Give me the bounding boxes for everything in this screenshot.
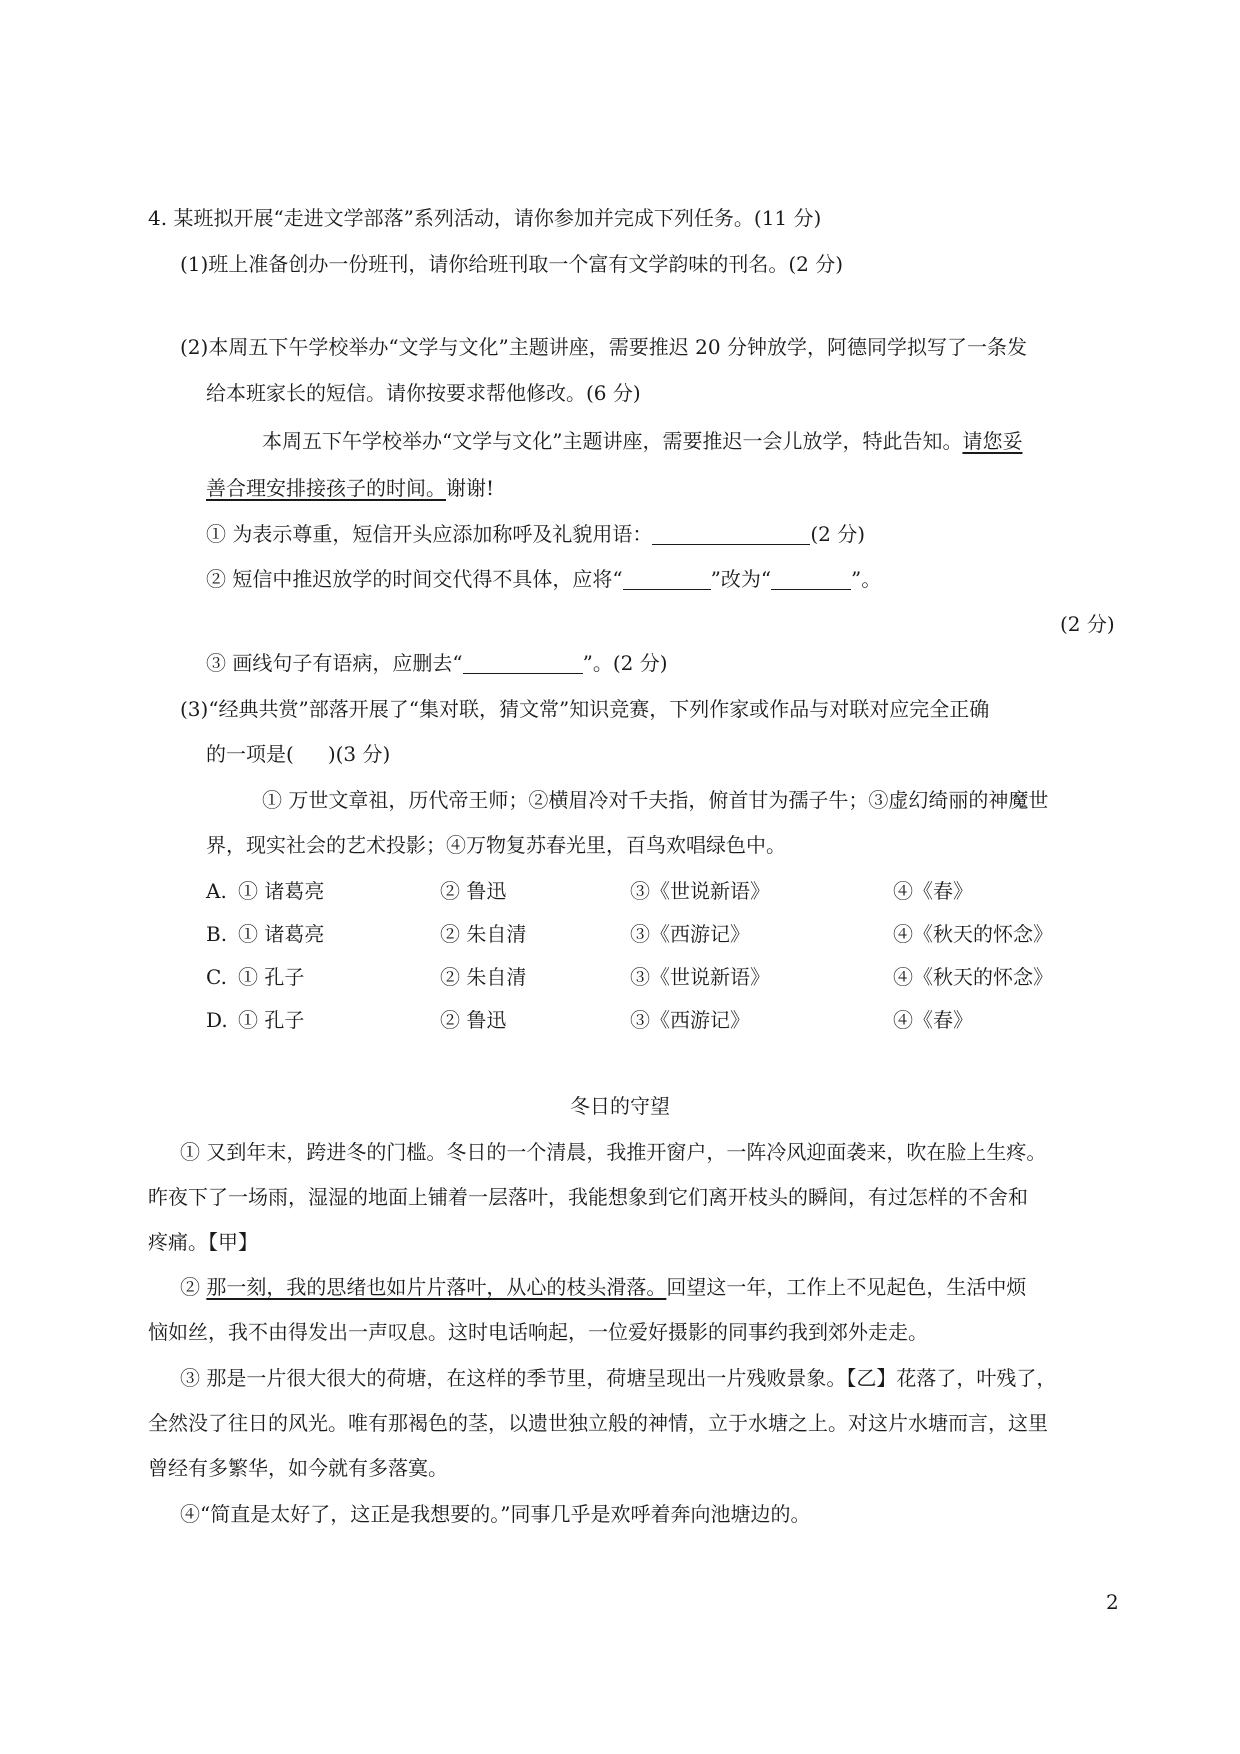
option-c-letter[interactable]: C. [206,965,227,989]
passage-text: 回望这一年，工作上不见起色，生活中烦 [666,1275,1027,1299]
passage-title: 冬日的守望 [570,1094,670,1118]
subtask-2-text: ② 短信中推迟放学的时间交代得不具体，应将“ [206,567,623,591]
passage-p3-line-1: ③ 那是一片很大很大的荷塘，在这样的季节里，荷塘呈现出一片残败景象。【乙】花落了，叶残了， [180,1366,1057,1390]
option-d-item-4: ④《春》 [893,1008,973,1032]
couplet-line-1: ① 万世文章祖，历代帝王师；②横眉冷对千夫指，俯首甘为孺子牛；③虚幻绮丽的神魔世 [262,788,1049,812]
subtask-3 [206,649,668,677]
option-c-item-4: ④《秋天的怀念》 [893,965,1053,989]
option-a-item-1: ① 诸葛亮 [238,879,325,903]
option-a-item-3: ③《世说新语》 [630,879,770,903]
sms-underlined-sentence-end: 善合理安排接孩子的时间。 [206,476,446,500]
option-d-item-1: ① 孔子 [238,1008,305,1032]
passage-p2-line-1 [180,1273,1026,1301]
couplet-line-2: 界，现实社会的艺术投影；④万物复苏春光里，百鸟欢唱绿色中。 [206,833,786,857]
option-a-item-2: ② 鲁迅 [440,879,507,903]
sms-thanks: 谢谢! [446,476,495,500]
option-c-item-2: ② 朱自清 [440,965,527,989]
answer-blank-2a[interactable] [623,569,711,590]
option-b-item-3: ③《西游记》 [630,922,750,946]
subtask-1 [206,520,865,548]
passage-p1-line-1: ① 又到年末，跨进冬的门槛。冬日的一个清晨，我推开窗户，一阵冷风迎面袭来，吹在脸上生疼。 [180,1140,1047,1164]
option-a-letter[interactable]: A. [206,879,227,903]
subtask-1-text: ① 为表示尊重，短信开头应添加称呼及礼貌用语： [206,522,653,546]
option-d-item-3: ③《西游记》 [630,1008,750,1032]
option-b-item-1: ① 诸葛亮 [238,922,325,946]
option-c-item-3: ③《世说新语》 [630,965,770,989]
subquestion-3-text: 的一项是( [206,742,294,766]
sms-message-line-1 [262,427,1022,455]
sms-message-line-2 [206,474,494,502]
passage-p4-line-1: ④“简直是太好了，这正是我想要的。”同事几乎是欢呼着奔向池塘边的。 [180,1502,811,1526]
option-d-item-2: ② 鲁迅 [440,1008,507,1032]
subtask-1-score: (2 分) [810,522,866,546]
option-b-letter[interactable]: B. [206,922,228,946]
subquestion-3-line-2 [206,740,390,768]
passage-p1-line-3: 疼痛。【甲】 [148,1230,258,1254]
subtask-2 [206,565,881,593]
passage-p3-line-3: 曾经有多繁华，如今就有多落寞。 [148,1456,448,1480]
paragraph-marker: ② [180,1275,207,1299]
passage-p2-line-2: 恼如丝，我不由得发出一声叹息。这时电话响起，一位爱好摄影的同事约我到郊外走走。 [148,1320,928,1344]
answer-blank-1[interactable] [652,524,810,545]
subquestion-1: (1)班上准备创办一份班刊，请你给班刊取一个富有文学韵味的刊名。(2 分) [180,252,844,276]
subtask-2-text-mid: ”改为“ [710,567,772,591]
option-b-item-4: ④《秋天的怀念》 [893,922,1053,946]
answer-blank-3[interactable] [463,653,583,674]
answer-blank-2b[interactable] [771,569,851,590]
subtask-3-text: ③ 画线句子有语病，应删去“ [206,651,463,675]
subquestion-3-score: )(3 分) [327,742,391,766]
question-4-stem: 4. 某班拟开展“走进文学部落”系列活动，请你参加并完成下列任务。(11 分) [148,206,822,230]
subquestion-2-line-2: 给本班家长的短信。请你按要求帮他修改。(6 分) [206,381,641,405]
subquestion-2-line-1: (2)本周五下午学校举办“文学与文化”主题讲座，需要推迟 20 分钟放学，阿德同学拟写了一条发 [180,335,1027,359]
sms-underlined-sentence-start: 请您妥 [962,429,1023,453]
page-number: 2 [1106,1590,1119,1614]
subquestion-3-line-1: (3)“经典共赏”部落开展了“集对联，猜文常”知识竞赛，下列作家或作品与对联对应完全正确 [180,697,990,721]
subtask-2-text-end: ”。 [851,567,882,591]
passage-p3-line-2: 全然没了往日的风光。唯有那褐色的茎，以遗世独立般的神情，立于水塘之上。对这片水塘而言，这里 [148,1411,1048,1435]
sms-text: 本周五下午学校举办“文学与文化”主题讲座，需要推迟一会儿放学，特此告知。 [262,429,963,453]
passage-p1-line-2: 昨夜下了一场雨，湿湿的地面上铺着一层落叶，我能想象到它们离开枝头的瞬间，有过怎样的不舍和 [148,1185,1028,1209]
subtask-3-score: ”。(2 分) [582,651,668,675]
option-a-item-4: ④《春》 [893,879,973,903]
option-b-item-2: ② 朱自清 [440,922,527,946]
option-d-letter[interactable]: D. [206,1008,228,1032]
subtask-2-score: (2 分) [1060,612,1115,636]
underlined-sentence: 那一刻，我的思绪也如片片落叶，从心的枝头滑落。 [206,1275,667,1299]
option-c-item-1: ① 孔子 [238,965,305,989]
